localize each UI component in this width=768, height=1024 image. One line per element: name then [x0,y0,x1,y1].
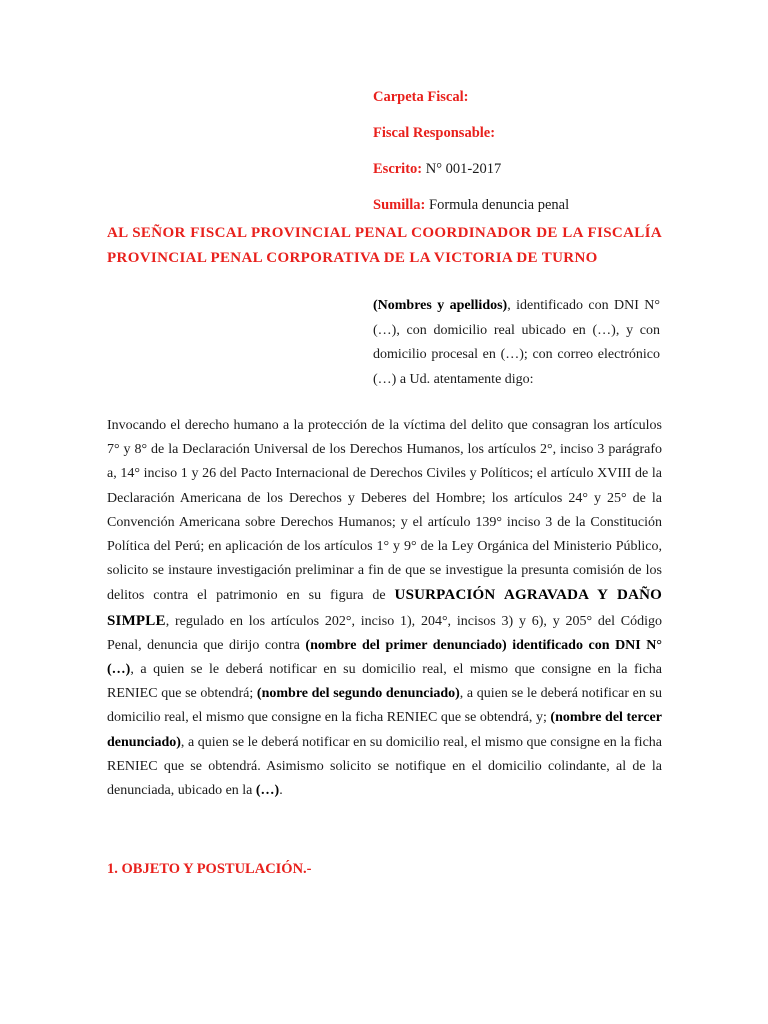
escrito-label: Escrito: [373,161,423,177]
sumilla-value: Formula denuncia penal [429,197,570,213]
addressee-heading: AL SEÑOR FISCAL PROVINCIAL PENAL COORDINADOR DE LA FISCALÍA PROVINCIAL PENAL CORPORATIVA DE LA VICTORIA DE TURNO [107,225,662,266]
sumilla-label: Sumilla: [373,197,426,213]
fiscal-responsable-label: Fiscal Responsable: [373,125,496,141]
section-title: 1. OBJETO Y POSTULACIÓN.- [107,861,312,877]
crime-name: USURPACIÓN AGRAVADA Y DAÑO SIMPLE [107,587,662,629]
escrito-value: N° 001-2017 [425,161,502,177]
body-text-5: , a quien se le deberá notificar en su domicilio real, el mismo que consigne en la ficha RENIEC que se obtendrá. Asimismo solicito se notifique en el domicilio colindante, al de la denunciada, ubicado en la [107,734,662,799]
main-paragraph [107,414,662,803]
accused-2: (nombre del segundo denunciado) [256,686,460,702]
body-text-1: Invocando el derecho humano a la protección de la víctima del delito que consagran los artículos 7° y 8° de la Declaración Universal de los Derechos Humanos, los artículos 2°, inciso 3 parágrafo a, 14° inciso 1 y 26 del Pacto Internacional de Derechos Civiles y Políticos; el artículo XVIII de la Declaración Americana de los Derechos y Deberes del Hombre; los artículos 24° y 25° de la Convención Americana sobre Derechos Humanos; y el artículo 139° inciso 3 de la Constitución Política del Perú; en aplicación de los artículos 1° y 9° de la Ley Orgánica del Ministerio Público, solicito se instaure investigación preliminar a fin de que se investigue la presunta comisión de los delitos contra el patrimonio en su figura de [107,418,662,604]
body-text-3: , a quien se le deberá notificar en su domicilio real, el mismo que consigne en la ficha RENIEC que se obtendrá; [107,662,662,702]
carpeta-fiscal-line [373,88,713,106]
intro-paragraph [373,294,660,392]
carpeta-fiscal-label: Carpeta Fiscal: [373,89,469,105]
plaintiff-name-placeholder: (Nombres y apellidos) [373,298,508,313]
accused-1: (nombre del primer denunciado) identificado con DNI N° (…) [107,637,662,678]
body-text-4: , a quien se le deberá notificar en su domicilio real, el mismo que consigne en la ficha RENIEC que se obtendrá, y; [107,686,662,726]
case-header [373,88,713,232]
location-placeholder: (…) [255,783,280,799]
intro-text: , identificado con DNI N° (…), con domicilio real ubicado en (…), y con domicilio procesal en (…); con correo electrónico (…) a Ud. atentamente digo: [373,298,660,387]
sumilla-line [373,196,713,214]
accused-3: (nombre del tercer denunciado) [107,710,662,750]
body-text-2: , regulado en los artículos 202°, inciso 1), 204°, incisos 3) y 6), y 205° del Código Penal, denuncia que dirijo contra [107,613,662,653]
body-text-6: . [279,783,283,799]
escrito-line [373,160,713,178]
fiscal-responsable-line [373,124,713,142]
